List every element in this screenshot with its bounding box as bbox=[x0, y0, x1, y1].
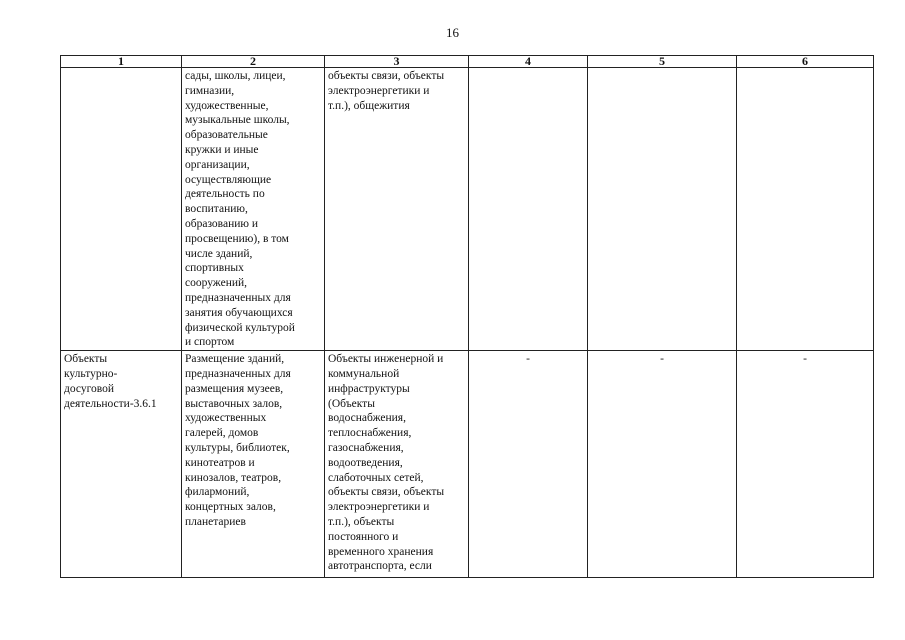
column-header-1: 1 bbox=[61, 56, 182, 68]
cell-auxiliary-objects: Объекты инженерной и коммунальной инфраструктуры (Объекты водоснабжения, теплоснабжения, газоснабжения, водоотведения, слаботочных сетей, объекты связи, объекты электроэнергетики и т.п.), объекты постоянного и временного хранения автотранспорта, если bbox=[325, 351, 469, 578]
column-header-6: 6 bbox=[737, 56, 874, 68]
cell-description: Размещение зданий, предназначенных для размещения музеев, выставочных залов, художественных галерей, домов культуры, библиотек, кинотеатров и кинозалов, театров, филармоний, концертных залов, планетариев bbox=[182, 351, 325, 578]
cell-land-use-type bbox=[61, 68, 182, 351]
cell-col-4 bbox=[469, 68, 588, 351]
table-row bbox=[61, 68, 874, 351]
column-header-3: 3 bbox=[325, 56, 469, 68]
column-header-5: 5 bbox=[588, 56, 737, 68]
cell-description: сады, школы, лицеи, гимназии, художественные, музыкальные школы, образовательные кружки и иные организации, осуществляющие деятельность по воспитанию, образованию и просвещению), в том числе зданий, спортивных сооружений, предназначенных для занятия обучающихся физической культурой и спортом bbox=[182, 68, 325, 351]
column-header-2: 2 bbox=[182, 56, 325, 68]
cell-col-6 bbox=[737, 68, 874, 351]
table-row bbox=[61, 351, 874, 578]
cell-auxiliary-objects: объекты связи, объекты электроэнергетики и т.п.), общежития bbox=[325, 68, 469, 351]
cell-col-4: - bbox=[469, 351, 588, 578]
table-header-row bbox=[61, 56, 874, 68]
page-number: 16 bbox=[446, 25, 459, 40]
column-header-4: 4 bbox=[469, 56, 588, 68]
cell-col-5: - bbox=[588, 351, 737, 578]
cell-land-use-type: Объекты культурно- досуговой деятельности-3.6.1 bbox=[61, 351, 182, 578]
cell-col-6: - bbox=[737, 351, 874, 578]
cell-col-5 bbox=[588, 68, 737, 351]
zoning-table bbox=[60, 55, 874, 578]
